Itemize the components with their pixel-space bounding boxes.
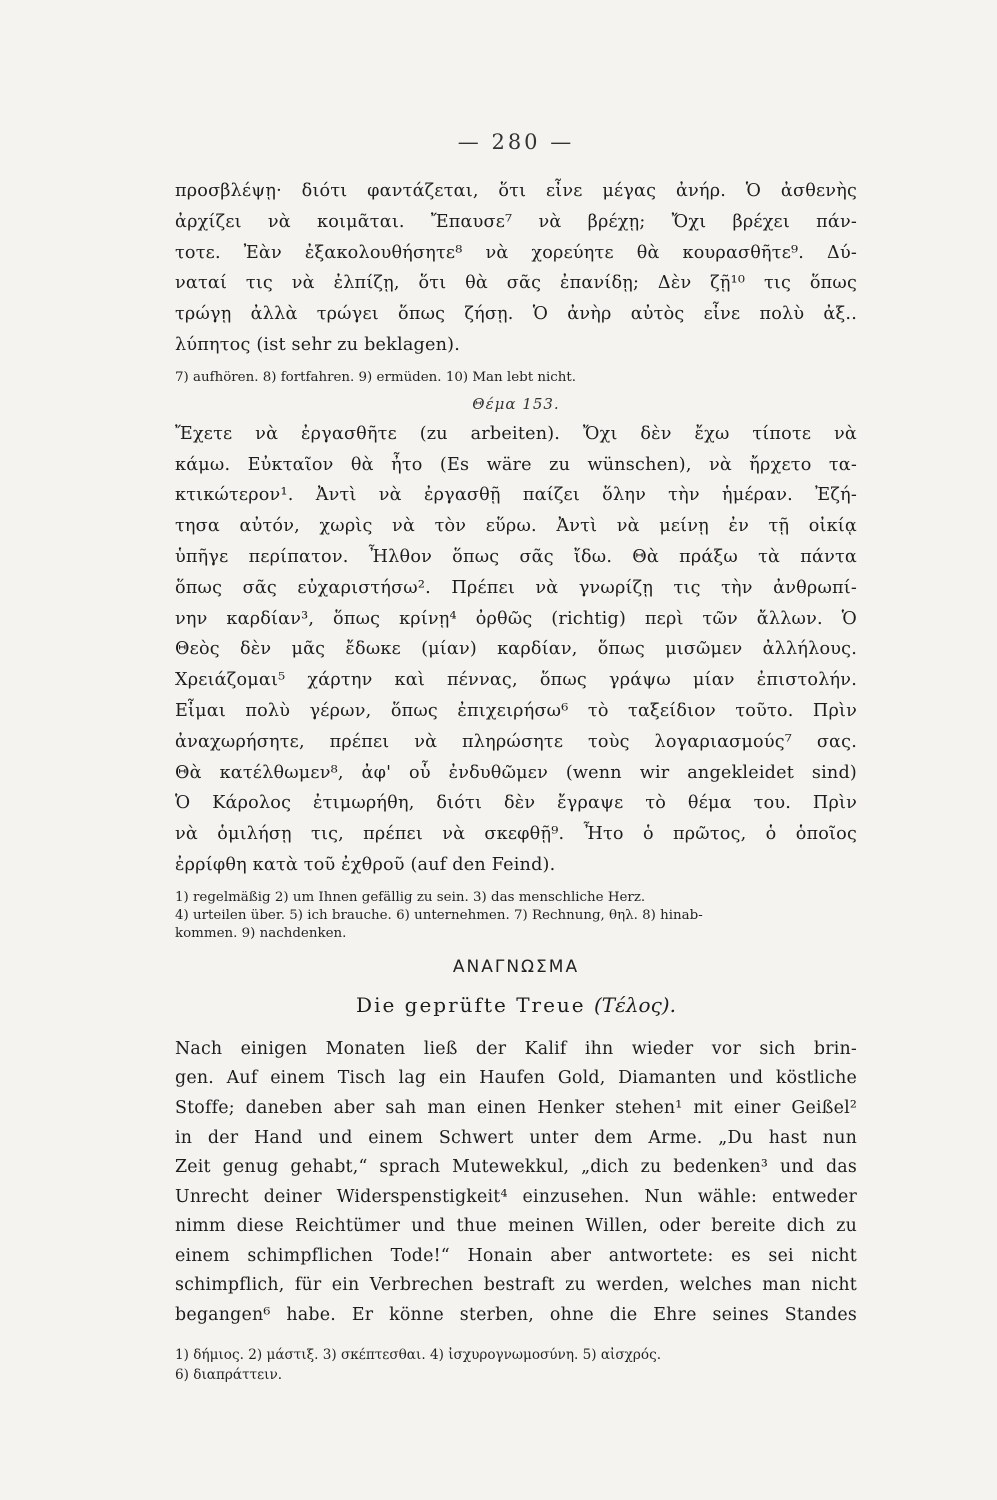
text-line: ἐρρίφθη κατὰ τοῦ ἐχθροῦ (auf den Feind). (175, 854, 556, 875)
story-title-main: Die geprüfte Treue (356, 992, 586, 1017)
footnote-line: 4) urteilen über. 5) ich brauche. 6) unternehmen. 7) Rechnung, θηλ. 8) hinab- (175, 907, 703, 923)
page-number: — 280 — (457, 130, 575, 154)
footnote-line: 1) δήμιος. 2) μάστιξ. 3) σκέπτεσθαι. 4) ἰσχυρογνωμοσύνη. 5) αἰσχρός. (175, 1346, 662, 1363)
footnote-line: 1) regelmäßig 2) um Ihnen gefällig zu sein. 3) das menschliche Herz. (175, 889, 646, 905)
top-paragraph (175, 176, 857, 361)
text-line: ἀρχίζει νὰ κοιμᾶται. Ἔπαυσε⁷ νὰ βρέχῃ; Ὄχι βρέχει πάν- (175, 211, 857, 232)
text-line: Χρειάζομαι⁵ χάρτην καὶ πέννας, ὅπως γράψω μίαν ἐπιστολήν. (175, 670, 857, 691)
text-line: κτικώτερον¹. Ἀντὶ νὰ ἐργασθῇ παίζει ὅλην τὴν ἡμέραν. Ἐζή- (175, 485, 857, 506)
footnote-line: 7) aufhören. 8) fortfahren. 9) ermüden. 10) Man lebt nicht. (175, 369, 576, 385)
text-line: begangen⁶ habe. Er könne sterben, ohne die Ehre seines Standes (175, 1305, 857, 1326)
theme-title: Θέμα 153. (472, 394, 560, 413)
footnotes-theme (175, 889, 857, 943)
section-heading: ΑΝΑΓΝΩΣΜΑ (452, 956, 580, 977)
text-line: νην καρδίαν³, ὅπως κρίνῃ⁴ ὀρθῶς (richtig) περὶ τῶν ἄλλων. Ὁ (175, 608, 857, 629)
text-line: τρώγῃ ἀλλὰ τρώγει ὅπως ζήσῃ. Ὁ ἀνὴρ αὐτὸς εἶνε πολὺ ἀξ.. (175, 304, 857, 325)
text-line: προσβλέψῃ· διότι φαντάζεται, ὅτι εἶνε μέγας ἀνήρ. Ὁ ἀσθενὴς (175, 181, 857, 201)
footnotes-top (175, 369, 857, 387)
text-line: in der Hand und einem Schwert unter dem Arme. „Du hast nun (175, 1127, 857, 1148)
text-line: ὑπῆγε περίπατον. Ἦλθον ὅπως σᾶς ἴδω. Θὰ πράξω τὰ πάντα (175, 546, 857, 567)
text-line: Εἶμαι πολὺ γέρων, ὅπως ἐπιχειρήσω⁶ τὸ ταξείδιον τοῦτο. Πρὶν (175, 700, 857, 721)
text-line: τησα αὐτόν, χωρὶς νὰ τὸν εὕρω. Ἀντὶ νὰ μείνῃ ἐν τῇ οἰκίᾳ (175, 516, 857, 537)
text-line: Stoffe; daneben aber sah man einen Henker stehen¹ mit einer Geißel² (175, 1097, 857, 1118)
theme-paragraph (175, 419, 857, 881)
text-line: Unrecht deiner Widerspenstigkeit⁴ einzusehen. Nun wähle: entweder (175, 1186, 857, 1207)
text-line: Ἔχετε νὰ ἐργασθῆτε (zu arbeiten). Ὄχι δὲν ἔχω τίποτε νὰ (175, 423, 857, 444)
text-line: Θεὸς δὲν μᾶς ἔδωκε (μίαν) καρδίαν, ὅπως μισῶμεν ἀλλήλους. (175, 639, 857, 660)
text-line: τοτε. Ἐὰν ἐξακολουθήσητε⁸ νὰ χορεύητε θὰ κουρασθῆτε⁹. Δύ- (175, 242, 857, 263)
text-line: Ὁ Κάρολος ἐτιμωρήθη, διότι δὲν ἔγραψε τὸ θέμα του. Πρὶν (175, 793, 857, 814)
text-line: κάμω. Εὐκταῖον θὰ ἦτο (Es wäre zu wünschen), νὰ ἤρχετο τα- (175, 454, 857, 475)
text-line: schimpflich, für ein Verbrechen bestraft zu werden, welches man nicht (175, 1275, 857, 1296)
story-title (175, 993, 857, 1017)
german-paragraph (175, 1035, 857, 1331)
text-line: Θὰ κατέλθωμεν⁸, ἀφ' οὗ ἐνδυθῶμεν (wenn wir angekleidet sind) (175, 762, 857, 783)
text-line: ἀναχωρήσητε, πρέπει νὰ πληρώσητε τοὺς λογαριασμούς⁷ σας. (175, 731, 857, 752)
text-line: νὰ ὁμιλήσῃ τις, πρέπει νὰ σκεφθῇ⁹. Ἦτο ὁ πρῶτος, ὁ ὁποῖος (175, 824, 857, 845)
text-line: gen. Auf einem Tisch lag ein Haufen Gold, Diamanten und köstliche (175, 1068, 857, 1089)
footnotes-bottom (175, 1345, 857, 1385)
text-line: ναταί τις νὰ ἐλπίζῃ, ὅτι θὰ σᾶς ἐπανίδῃ; Δὲν ζῇ¹⁰ τις ὅπως (175, 273, 857, 294)
story-title-greek: (Τέλος). (594, 992, 676, 1017)
text-line: λύπητος (ist sehr zu beklagen). (175, 334, 460, 355)
text-line: Nach einigen Monaten ließ der Kalif ihn wieder vor sich brin- (175, 1038, 857, 1059)
footnote-line: 6) διαπράττειν. (175, 1366, 283, 1383)
text-line: nimm diese Reichtümer und thue meinen Willen, oder bereite dich zu (175, 1216, 857, 1237)
text-line: Zeit genug gehabt,“ sprach Mutewekkul, „dich zu bedenken³ und das (175, 1157, 857, 1178)
text-line: ὅπως σᾶς εὐχαριστήσω². Πρέπει νὰ γνωρίζῃ τις τὴν ἀνθρωπί- (175, 577, 857, 598)
text-line: einem schimpflichen Tode!“ Honain aber antwortete: es sei nicht (175, 1245, 857, 1266)
footnote-line: kommen. 9) nachdenken. (175, 925, 347, 941)
